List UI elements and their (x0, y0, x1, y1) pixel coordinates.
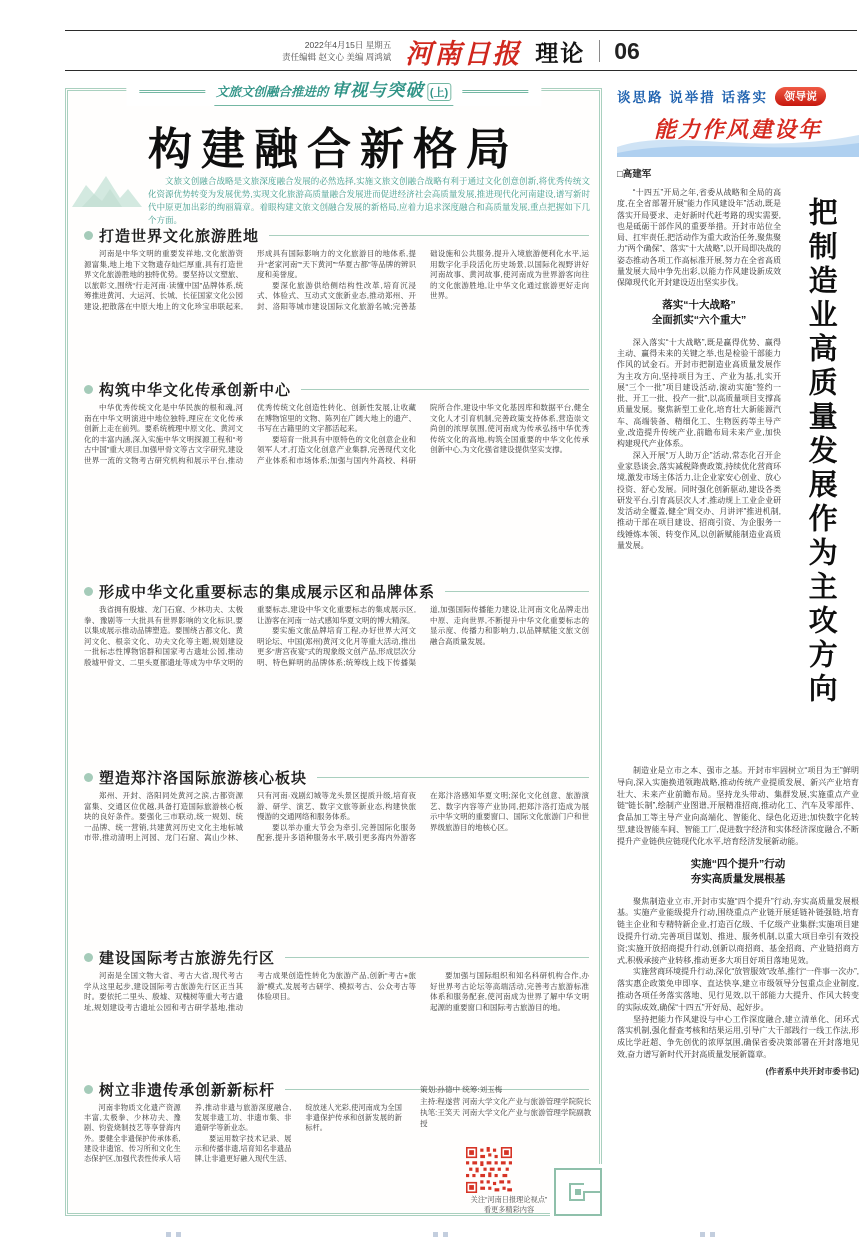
section-title: 理论 (535, 39, 586, 66)
body-paragraph: 河南是全国文物大省、考古大省,现代考古学从这里起步,建设国际考古旅游先行区正当其时。要依托二里头、殷墟、双槐树等重大考古遗址,规划建设考古遗址公园和考古研学基地,推动考古成果创造性转化为旅游产品,创新“考古+旅游”模式,发展考古研学、模拟考古、公众考古等体验项目。 (84, 971, 416, 1012)
section-heading: 树立非遗传承创新新标杆 (99, 1082, 276, 1099)
bullet-dot-icon (84, 231, 93, 240)
paper-logo: 河南日报 (405, 38, 522, 69)
author-line: □高建军 (617, 169, 652, 180)
header-divider (599, 40, 600, 62)
column-upper-text (617, 187, 781, 757)
body-paragraph: 要深化旅游供给侧结构性改革,培育沉浸式、体验式、互动式文旅新业态,推动郑州、开封、洛阳等城市建设国际文化旅游名城;完善基础设施和公共服务,提升入境旅游便利化水平,运用数字化手段活化历史场景,以国际化视野讲好河南故事、黄河故事,使河南成为世界游客向往的文化旅游胜地,让中华文化通过旅游更好走向世界。 (257, 249, 589, 311)
body-paragraph: 深入落实“十大战略”,既是赢得优势、赢得主动、赢得未来的关键之举,也是检验干部能力作风的试金石。开封市把制造业高质量发展作为主攻方向,坚持项目为王、产业为基,扎实开展“三个一批”项目建设活动,滚动实施“签约一批、开工一批、投产一批”,以高质量项目支撑高质量发展。聚焦新型工业化,培育壮大新能源汽车、高端装备、精细化工、生物医药等主导产业,改造提升传统产业,前瞻布局未来产业,加快构建现代产业体系。 (617, 337, 781, 449)
section-heading: 塑造郑汴洛国际旅游核心板块 (99, 770, 308, 787)
body-paragraph: 要实施文旅品牌培育工程,办好世界大河文明论坛、中国(郑州)黄河文化月等重大活动,推出更多“唐宫夜宴”式的现象级文创产品,形成层次分明、特色鲜明的品牌体系;统筹线上线下传播渠道,加强国际传播能力建设,让河南文化品牌走出中原、走向世界,不断提升中华文化重要标志的显示度、传播力和影响力,以品牌赋能文旅文创融合高质量发展。 (257, 605, 589, 667)
footer-dots (700, 1232, 715, 1237)
date-block (282, 39, 391, 63)
editors-line: 责任编辑 赵文心 美编 周鸿斌 (282, 52, 392, 62)
feature-headline: 构建融合新格局 (148, 125, 519, 174)
banner-rule-left (139, 90, 205, 93)
campaign-banner (617, 109, 859, 157)
feature-section-4 (84, 767, 589, 787)
date-line: 2022年4月15日 星期五 (304, 40, 392, 50)
series-prefix: 文旅文创融合推进的 (215, 85, 329, 99)
body-paragraph: 郑州、开封、洛阳同处黄河之滨,古都资源富集、交通区位优越,具备打造国际旅游核心板块的良好条件。要强化三市联动,统一规划、统一品牌、统一营销,共建黄河历史文化主地标城市带,推动清明上河园、龙门石窟、嵩山少林、只有河南·戏剧幻城等龙头景区提质升级,培育夜游、研学、演艺、数字文旅等新业态,构建快旅慢游的交通网络和服务体系。 (84, 791, 416, 843)
sub-heading-2: 实施“四个提升”行动 夯实高质量发展根基 (690, 857, 786, 885)
feature-section-2 (84, 379, 589, 399)
feature-article-frame (65, 80, 602, 1216)
credit-line: 主持:程遂营 河南大学文化产业与旅游管理学院院长 (420, 1096, 592, 1106)
body-paragraph: 中华优秀传统文化是中华民族的根和魂,河南在中华文明演进中地位独特,理应在文化传承创新上走在前列。要系统梳理中原文化、黄河文化的丰富内涵,深入实施中华文明探源工程和“考古中国”重大项目,加强甲骨文等古文字研究,建设世界一流的文物考古研究机构和展示平台,推动优秀传统文化创造性转化、创新性发展,让收藏在博物馆里的文物、陈列在广阔大地上的遗产、书写在古籍里的文字都活起来。 (84, 403, 416, 465)
vertical-headline: 把制造业高质量发展作为主攻方向 (804, 197, 837, 707)
section-body-1 (84, 249, 589, 363)
series-title: 审视与突破 (331, 80, 424, 100)
bullet-dot-icon (84, 587, 93, 596)
section-body-5 (84, 971, 589, 1077)
mountain-watermark-icon (72, 171, 142, 209)
qr-caption: 关注“河南日报理论视点” (470, 1195, 548, 1204)
bullet-dot-icon (84, 773, 93, 782)
body-paragraph: 要运用数字技术记录、展示和传播非遗,培育知名非遗品牌,让非遗更好融入现代生活、绽放迷人光彩,使河南成为全国非遗保护传承和创新发展的新标杆。 (194, 1103, 402, 1164)
section-heading: 建设国际考古旅游先行区 (99, 950, 276, 967)
section-body-3 (84, 605, 589, 759)
body-paragraph: 我省拥有殷墟、龙门石窟、少林功夫、太极拳、豫剧等一大批具有世界影响的文化标识,要以集成展示推动品牌塑造。要围绕古都文化、黄河文化、根亲文化、功夫文化等主题,规划建设一批标志性博物馆群和国家考古遗址公园,推动殷墟甲骨文、二里头夏都遗址等成为中华文明的重要标志,建设中华文化重要标志的集成展示区,让游客在河南一站式感知华夏文明的博大精深。 (84, 605, 416, 667)
body-paragraph: 实施营商环境提升行动,深化“放管服效”改革,推行“一件事一次办”,落实惠企政策免申即享、直达快享,建立市级领导分包重点企业制度,推动各项任务落实落地、见行见效,以干部能力大提升、作风大转变的实际成效,确保“十四五”开好局、起好步。 (617, 967, 859, 1012)
leader-column (617, 86, 859, 1078)
section-body-4 (84, 791, 589, 941)
heading-rule (317, 777, 589, 778)
series-part-badge: (上) (427, 83, 451, 101)
banner-rule-right (462, 90, 528, 93)
campaign-title: 能力作风建设年 (653, 117, 822, 142)
heading-rule (301, 389, 589, 390)
body-paragraph: 河南是中华文明的重要发祥地,文化旅游资源富集,地上地下文物遗存灿烂厚重,具有打造世界文化旅游胜地的独特优势。要坚持以文塑旅、以旅彰文,围绕“行走河南·读懂中国”品牌体系,统筹推进黄河、大运河、长城、长征国家文化公园建设,把散落在中原大地上的文化珍宝串联起来,形成具有国际影响力的文化旅游目的地体系,提升“老家河南”“天下黄河”“华夏古都”等品牌的辨识度和美誉度。 (84, 249, 416, 311)
series-banner-text (214, 77, 453, 106)
feature-section-5 (84, 947, 589, 967)
qr-caption: 看更多精彩内容 (483, 1205, 535, 1214)
section-heading: 形成中华文化重要标志的集成展示区和品牌体系 (99, 584, 436, 601)
column-upper (617, 187, 859, 757)
section-heading-row (84, 947, 589, 967)
body-paragraph: 要以举办重大节会为牵引,完善国际化服务配套,提升多语种服务水平,吸引更多海内外游客在郑汴洛感知华夏文明;深化文化创意、旅游演艺、数字内容等产业协同,把郑汴洛打造成为展示中华文明的重要窗口、国际文化旅游门户和世界级旅游目的地核心区。 (257, 791, 589, 843)
column-tagline: 谈思路 说举措 话落实 (617, 90, 769, 105)
bullet-dot-icon (84, 953, 93, 962)
series-banner (126, 77, 541, 106)
section-heading: 构筑中华文化传承创新中心 (99, 382, 292, 399)
corner-ornament-icon (550, 1164, 606, 1220)
page-number: 06 (614, 37, 640, 64)
section-heading-row (84, 225, 589, 245)
heading-rule (285, 957, 589, 958)
body-paragraph: 聚焦制造业立市,开封市实施“四个提升”行动,夯实高质量发展根基。实施产业能级提升行动,围绕重点产业链开展延链补链强链,培育链主企业和专精特新企业,打造百亿级、千亿级产业集群;实施项目建设提升行动,完善项目谋划、推进、服务机制,以重大项目牵引有效投资;实施开放招商提升行动,创新以商招商、基金招商、产业链招商方式,积极承接产业转移,推动更多大项目好项目落地见效。 (617, 896, 859, 965)
bullet-dot-icon (84, 385, 93, 394)
feature-section-3 (84, 581, 589, 601)
section-body-6 (84, 1103, 402, 1211)
section-body-2 (84, 403, 589, 565)
credits-block (420, 1085, 598, 1130)
column-lower (617, 765, 859, 1078)
sub-heading-1: 落实“十大战略” 全面抓实“六个重大” (651, 298, 747, 326)
credit-line: 策划:孙德中 统筹:刘玉梅 (420, 1085, 503, 1094)
header-bottom-rule (65, 70, 857, 71)
qr-code-icon (466, 1147, 512, 1193)
author-signoff: (作者系中共开封市委书记) (765, 1066, 859, 1076)
heading-rule (445, 591, 589, 592)
vertical-headline-wrap (781, 187, 859, 757)
bullet-dot-icon (84, 1085, 93, 1094)
leader-badge: 领导说 (774, 87, 827, 106)
section-heading-row (84, 379, 589, 399)
body-paragraph: 要培育一批具有中原特色的文化创意企业和领军人才,打造文化创意产业集群,完善现代文化产业体系和市场体系;加强与国内外高校、科研院所合作,建设中华文化基因库和数据平台,健全文化人才引育机制,完善政策支持体系,营造崇文尚创的浓厚氛围,使河南成为传承弘扬中华优秀传统文化的高地,构筑全国重要的中华文化传承创新中心,为文化强省建设提供坚实支撑。 (257, 403, 589, 465)
body-paragraph: 坚持把能力作风建设与中心工作深度融合,建立清单化、闭环式落实机制,强化督查考核和结果运用,引导广大干部践行一线工作法,形成比学赶超、争先创优的浓厚氛围,确保省委决策部署在开封落地见效,奋力谱写新时代开封高质量发展新篇章。 (617, 1014, 859, 1059)
body-paragraph: 深入开展“万人助万企”活动,常态化召开企业家恳谈会,落实减税降费政策,持续优化营商环境,激发市场主体活力,让企业家安心创业、放心投资、舒心发展。同时强化创新驱动,建设各类研发平台,引育高层次人才,推动规上工业企业研发活动全覆盖,健全“周交办、月讲评”推进机制,推动干部在项目建设、招商引资、为企服务一线锤炼本领、转变作风,以创新赋能制造业高质量发展。 (617, 450, 781, 551)
heading-rule (269, 235, 589, 236)
section-heading: 打造世界文化旅游胜地 (99, 228, 260, 245)
section-heading-row (84, 767, 589, 787)
feature-intro: 文旅文创融合战略是文旅深度融合发展的必然选择,实施文旅文创融合战略有利于通过文化创意创新,将优秀传统文化资源优势转变为发展优势,实现文化旅游高质量融合发展进而促进经济社会高质量发展,推进现代化河南建设,谱写新时代中原更加出彩的绚丽篇章。着眼构建文旅文创融合发展的新格局,应着力追求深度融合和高质量发展,重点把握如下几个方面。 (148, 176, 590, 225)
section-heading-row (84, 581, 589, 601)
feature-section-1 (84, 225, 589, 245)
masthead-row (65, 33, 857, 69)
credit-line: 执笔:王笑天 河南大学文化产业与旅游管理学院副教授 (420, 1108, 592, 1128)
column-header (617, 86, 859, 106)
body-paragraph: 要加强与国际组织和知名科研机构合作,办好世界考古论坛等高端活动,完善考古旅游标准体系和服务配套,使河南成为世界了解中华文明起源的重要窗口和国际考古旅游目的地。 (430, 971, 589, 1012)
body-paragraph: 河南非物质文化遗产资源丰富,太极拳、少林功夫、豫剧、钧瓷烧制技艺等享誉海内外。要健全非遗保护传承体系,建设非遗馆、传习所和文化生态保护区,加强代表性传承人培养,推动非遗与旅游深度融合,发展非遗工坊、非遗市集、非遗研学等新业态。 (84, 1103, 292, 1164)
footer-dots (433, 1232, 448, 1237)
body-paragraph: “十四五”开局之年,省委从战略和全局的高度,在全省部署开展“能力作风建设年”活动,既是落实开局要求、走好新时代赶考路的现实需要,也是砥砺干部作风的重要举措。开封市站位全局、扛牢责任,把活动作为重大政治任务,聚焦聚力“两个确保”、落实“十大战略”,以开局即决战的姿态推动各项工作高标准开展,努力在全省高质量发展大局中争先出彩,以能力作风建设新成效保障现代化开封建设迈出坚实步伐。 (617, 188, 781, 288)
footer-dots (166, 1232, 181, 1237)
body-paragraph: 制造业是立市之本、强市之基。开封市牢固树立“项目为王”鲜明导向,深入实施换道领跑战略,推动传统产业提质发展、新兴产业培育壮大、未来产业前瞻布局。坚持龙头带动、集群发展,实施重点产业链“链长制”,绘制产业图谱,开展精准招商,推动化工、汽车及零部件、食品加工等主导产业向高端化、智能化、绿色化迈进;加快数字化转型,建设智能车间、智能工厂,促进数字经济和实体经济深度融合,不断提升产业链供应链现代化水平,培育经济发展新动能。 (617, 766, 859, 846)
